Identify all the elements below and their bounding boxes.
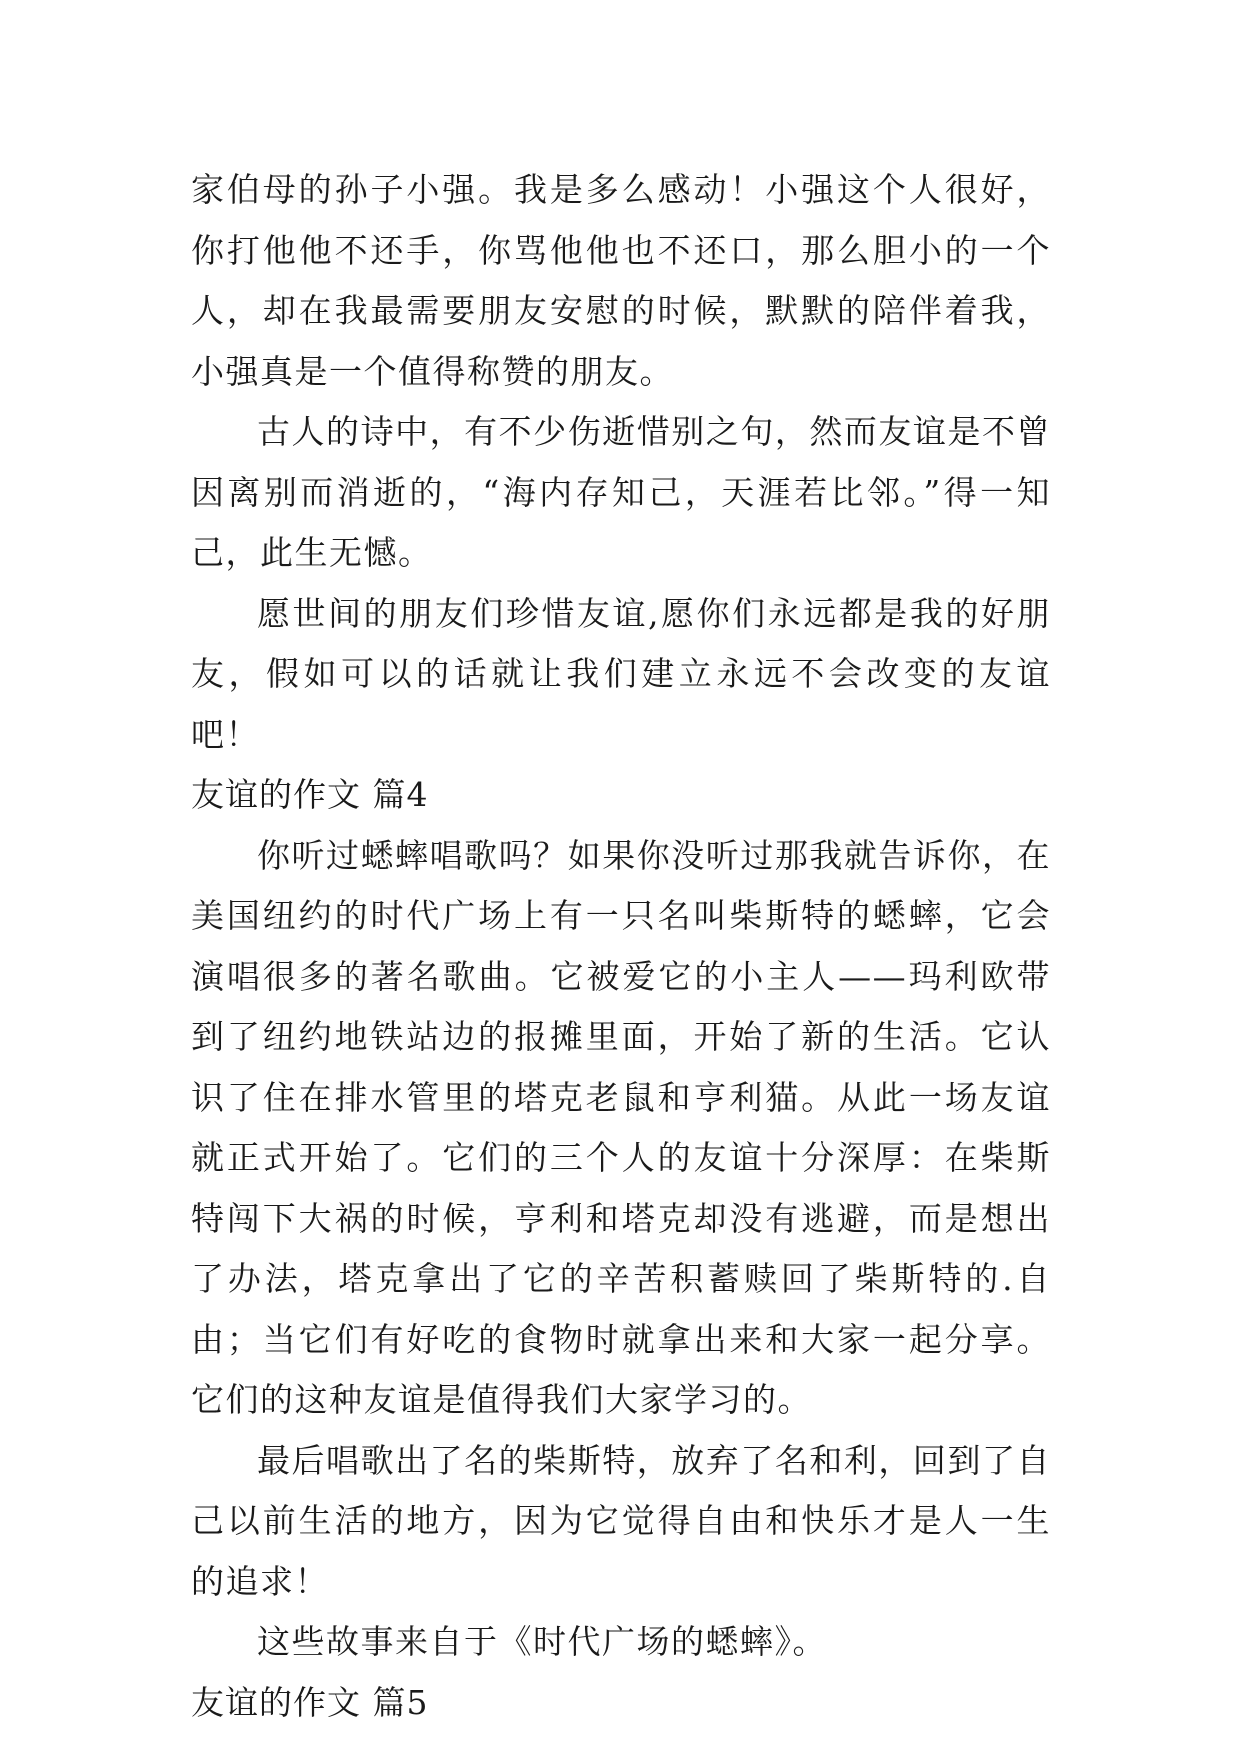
- paragraph-cherish-friendship: 愿世间的朋友们珍惜友谊,愿你们永远都是我的好朋友，假如可以的话就让我们建立永远不会改变的友谊吧！: [191, 593, 1051, 754]
- section-heading-5: 友谊的作文 篇5: [191, 1682, 429, 1722]
- paragraph-chester-returns: 最后唱歌出了名的柴斯特，放弃了名和利，回到了自己以前生活的地方，因为它觉得自由和快乐才是人一生的追求！: [191, 1440, 1051, 1601]
- paragraph-story-source: 这些故事来自于《时代广场的蟋蟀》。: [257, 1622, 827, 1661]
- document-body: [191, 160, 1051, 1733]
- paragraph-continued: 家伯母的孙子小强。我是多么感动！小强这个人很好，你打他他不还手，你骂他他也不还口，那么胆小的一个人，却在我最需要朋友安慰的时候，默默的陪伴着我，小强真是一个值得称赞的朋友。: [191, 170, 1051, 391]
- paragraph-ancient-poems: 古人的诗中，有不少伤逝惜别之句，然而友谊是不曾因离别而消逝的，“海内存知己，天涯若比邻。”得一知己，此生无憾。: [191, 412, 1051, 572]
- section-heading-4: 友谊的作文 篇4: [191, 775, 429, 814]
- paragraph-cricket-story: 你听过蟋蟀唱歌吗？如果你没听过那我就告诉你，在美国纽约的时代广场上有一只名叫柴斯特的蟋蟀，它会演唱很多的著名歌曲。它被爱它的小主人——玛利欧带到了纽约地铁站边的报摊里面，开始了新的生活。它认识了住在排水管里的塔克老鼠和亨利猫。从此一场友谊就正式开始了。它们的三个人的友谊十分深厚：在柴斯特闯下大祸的时候，亨利和塔克却没有逃避，而是想出了办法，塔克拿出了它的辛苦积蓄赎回了柴斯特的.自由；当它们有好吃的食物时就拿出来和大家一起分享。它们的这种友谊是值得我们大家学习的。: [191, 835, 1051, 1419]
